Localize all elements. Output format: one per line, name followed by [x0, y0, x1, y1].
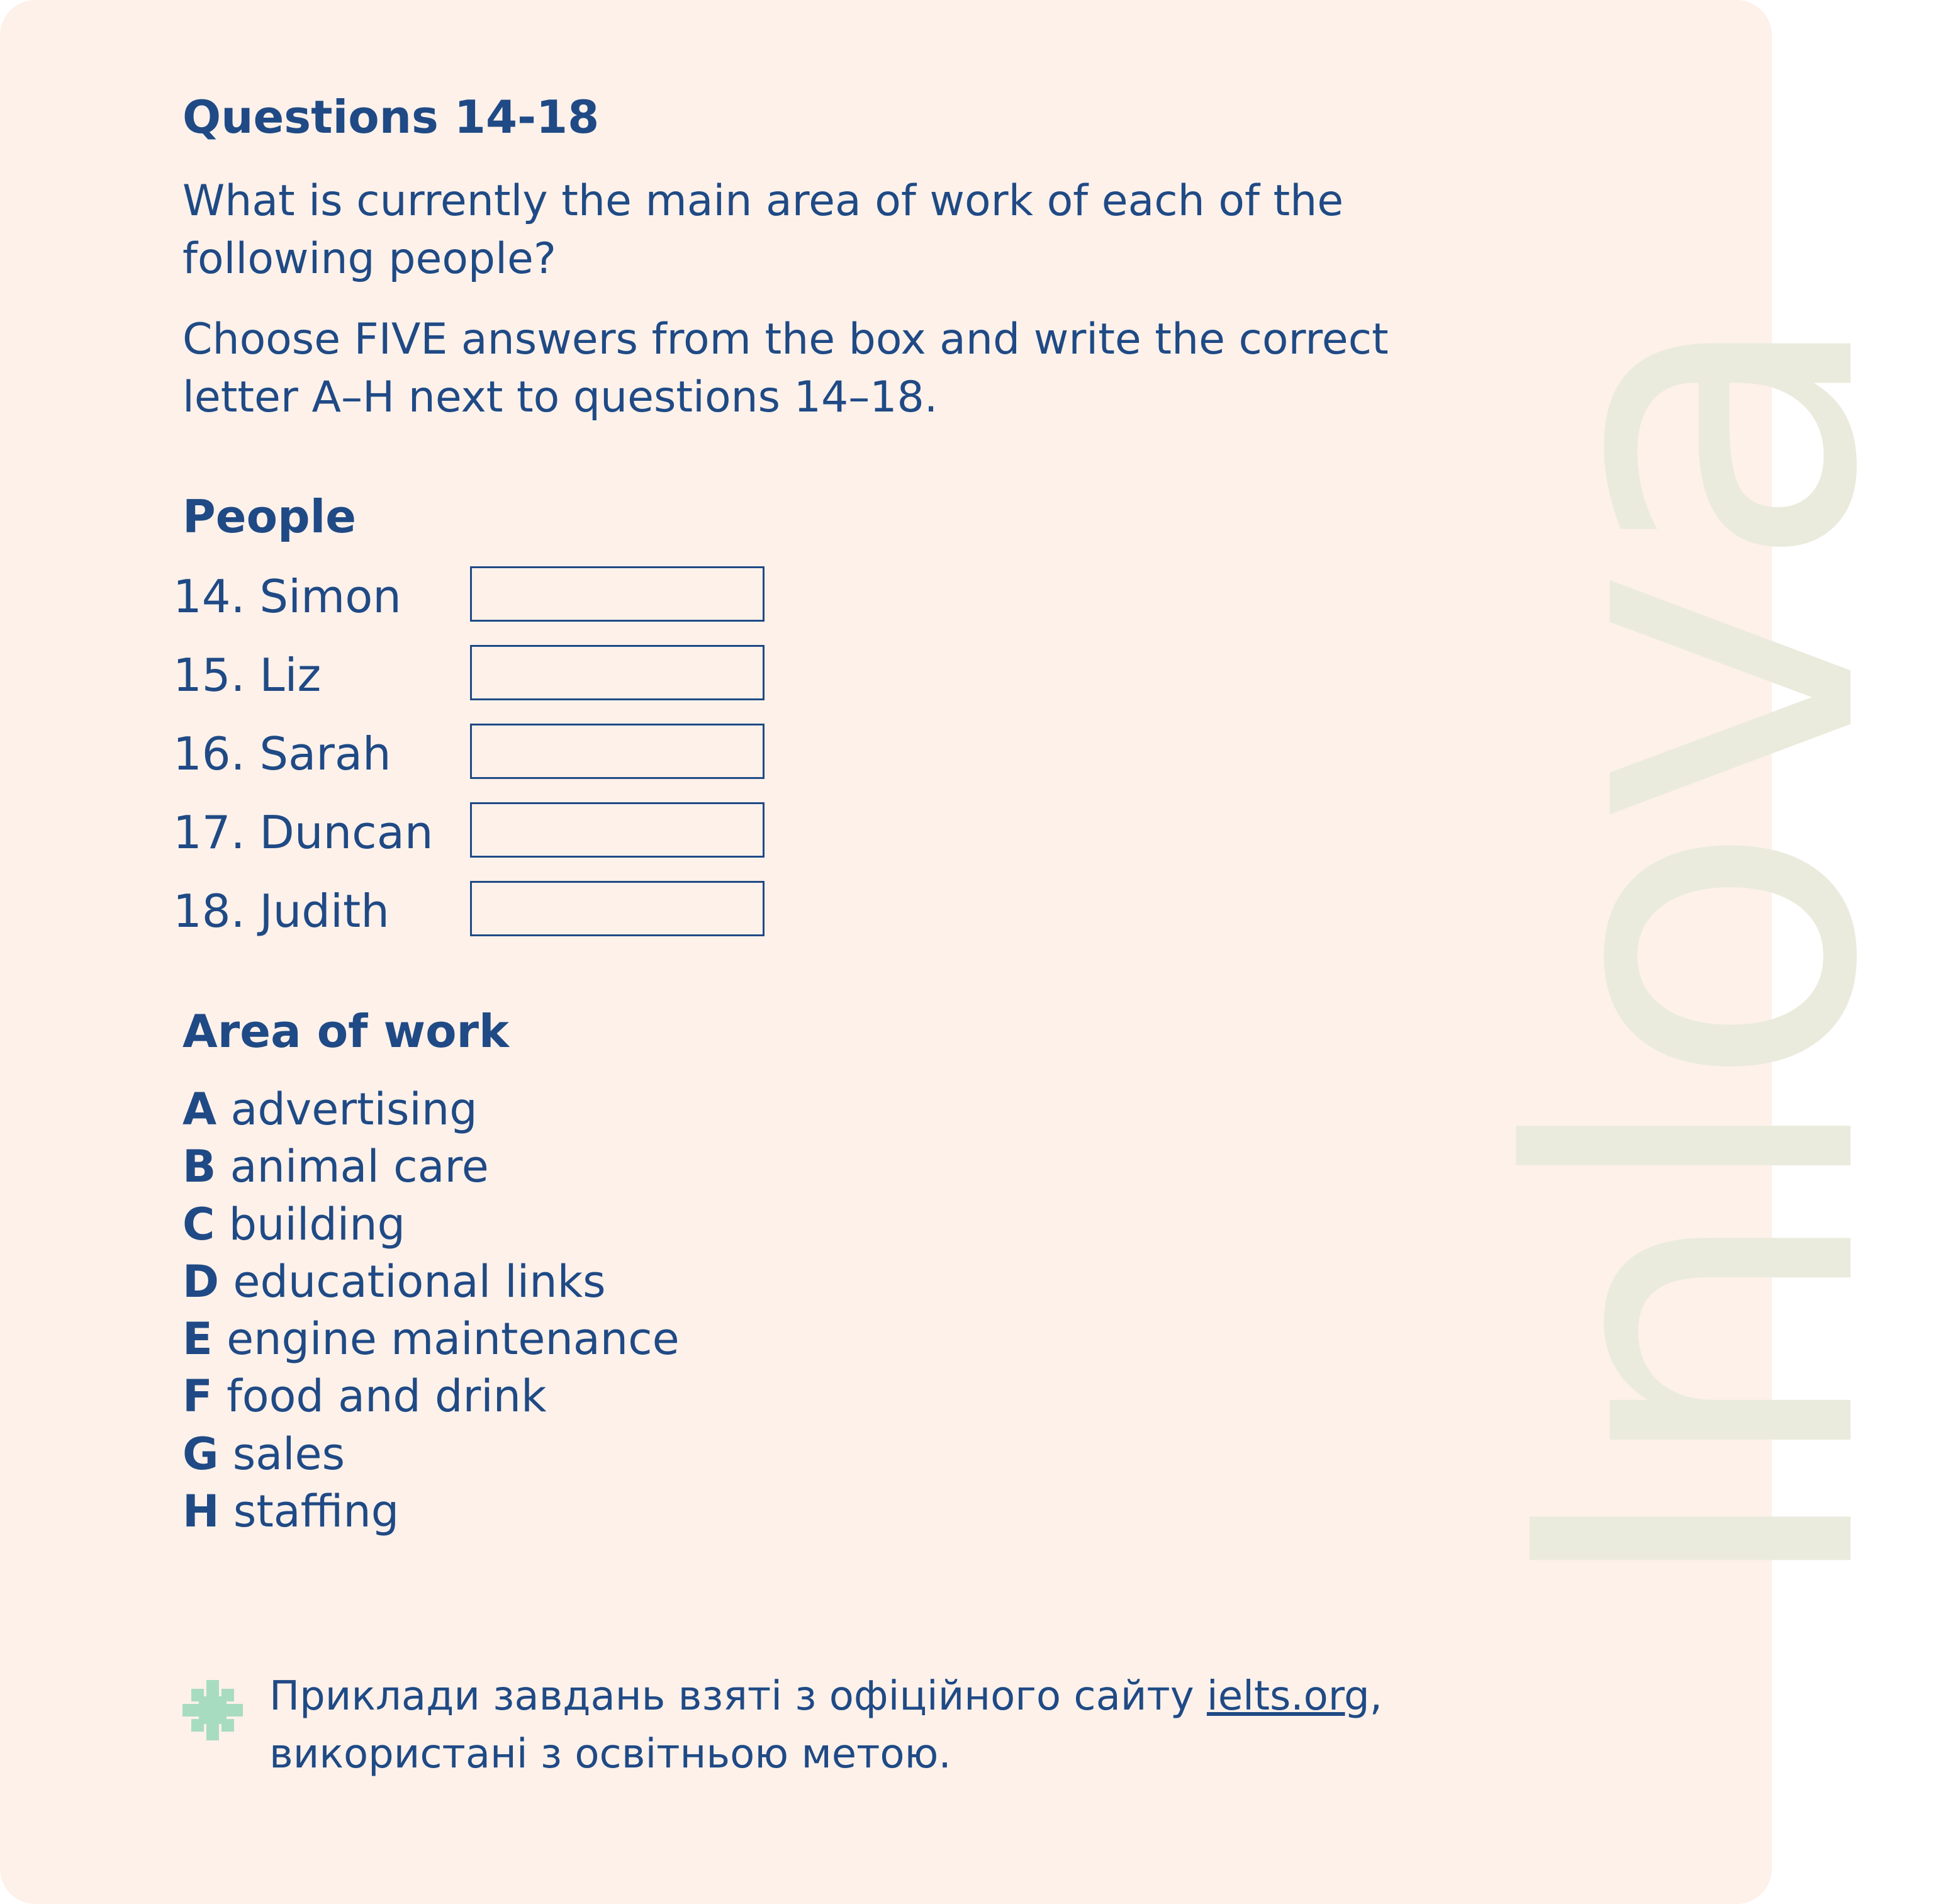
person-row-14	[173, 566, 802, 624]
person-row-15	[173, 645, 802, 703]
answer-box-17[interactable]	[470, 802, 765, 858]
area-option-a: A advertising	[182, 1084, 478, 1135]
area-option-f: F food and drink	[182, 1370, 547, 1423]
answer-box-16[interactable]	[470, 724, 765, 779]
person-label: 17. Duncan	[173, 806, 434, 859]
person-label: 16. Sarah	[173, 727, 391, 780]
ielts-link[interactable]: ielts.org	[1206, 1673, 1370, 1720]
people-heading: People	[182, 490, 357, 543]
area-options-list	[182, 1081, 680, 1540]
person-label: 14. Simon	[173, 570, 401, 623]
area-option-e: E engine maintenance	[182, 1313, 680, 1365]
instruction-text: Choose FIVE answers from the box and write the correct letter A–H next to questions 14–18.	[182, 315, 1389, 422]
person-row-16	[173, 724, 802, 781]
source-note-line-1: Приклади завдань взяті з офіційного сайту ielts.org,	[269, 1673, 1382, 1720]
answer-box-15[interactable]	[470, 645, 765, 700]
brand-watermark-text: Inlova	[1442, 309, 1955, 1604]
source-note	[269, 1667, 1382, 1783]
area-option-d: D educational links	[182, 1255, 606, 1308]
person-row-17	[173, 802, 802, 860]
snowflake-icon	[182, 1680, 243, 1740]
answer-box-18[interactable]	[470, 881, 765, 936]
person-row-18	[173, 881, 802, 939]
area-option-c: C building	[182, 1198, 406, 1250]
questions-title: Questions 14-18	[182, 91, 600, 143]
area-option-g: G sales	[182, 1428, 345, 1480]
area-of-work-heading: Area of work	[182, 1005, 509, 1058]
question-text: What is currently the main area of work of each of the following people?	[182, 176, 1344, 284]
source-note-line-2: використані з освітньою метою.	[269, 1731, 951, 1778]
area-option-b: B animal care	[182, 1141, 489, 1193]
answer-box-14[interactable]	[470, 566, 765, 622]
person-label: 18. Judith	[173, 885, 389, 938]
area-option-h: H staffing	[182, 1486, 400, 1538]
person-label: 15. Liz	[173, 649, 322, 702]
